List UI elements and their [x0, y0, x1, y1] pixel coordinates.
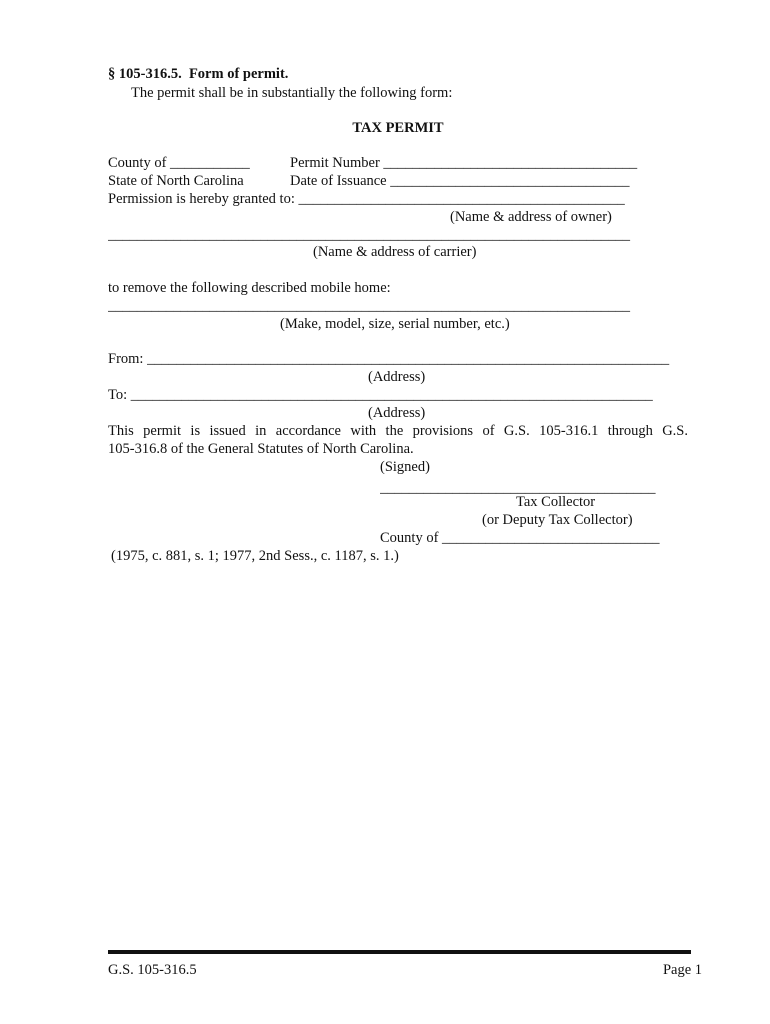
- deputy-collector-label: (or Deputy Tax Collector): [482, 512, 633, 528]
- county-sign-field: County of ______________________________: [380, 530, 660, 546]
- statute-intro: The permit shall be in substantially the following form:: [131, 85, 453, 101]
- footer-rule: [108, 950, 691, 954]
- date-issuance-field: Date of Issuance _________________________________: [290, 173, 630, 189]
- to-field: To: ________________________________________________________________________: [108, 387, 653, 403]
- permit-number-field: Permit Number ___________________________________: [290, 155, 638, 171]
- signed-label: (Signed): [380, 459, 430, 475]
- signature-field: ______________________________________: [380, 480, 656, 496]
- form-title: TAX PERMIT: [352, 120, 444, 136]
- issued-statement-line-2: 105-316.8 of the General Statutes of North Carolina.: [108, 441, 414, 457]
- footer-page-number: Page 1: [662, 962, 702, 978]
- issued-statement-line-1: This permit is issued in accordance with the provisions of G.S. 105-316.1 through G.S.: [108, 423, 688, 439]
- remove-label: to remove the following described mobile home:: [108, 280, 391, 296]
- history-note: (1975, c. 881, s. 1; 1977, 2nd Sess., c. 1187, s. 1.): [111, 548, 399, 564]
- state-label: State of North Carolina: [108, 173, 244, 189]
- from-field: From: ________________________________________________________________________: [108, 351, 670, 367]
- mobile-home-field: ________________________________________________________________________: [108, 298, 630, 314]
- to-caption: (Address): [368, 405, 426, 421]
- footer-citation: G.S. 105-316.5: [108, 962, 197, 978]
- statute-heading: § 105-316.5. Form of permit.: [108, 66, 289, 82]
- tax-collector-label: Tax Collector: [516, 494, 596, 510]
- county-field: County of ___________: [108, 155, 250, 171]
- carrier-field: ________________________________________________________________________: [108, 227, 630, 243]
- carrier-caption: (Name & address of carrier): [313, 244, 477, 260]
- from-caption: (Address): [368, 369, 426, 385]
- owner-caption: (Name & address of owner): [450, 209, 612, 225]
- mobile-home-caption: (Make, model, size, serial number, etc.): [280, 316, 510, 332]
- permission-field: Permission is hereby granted to: _____________________________________________: [108, 191, 625, 207]
